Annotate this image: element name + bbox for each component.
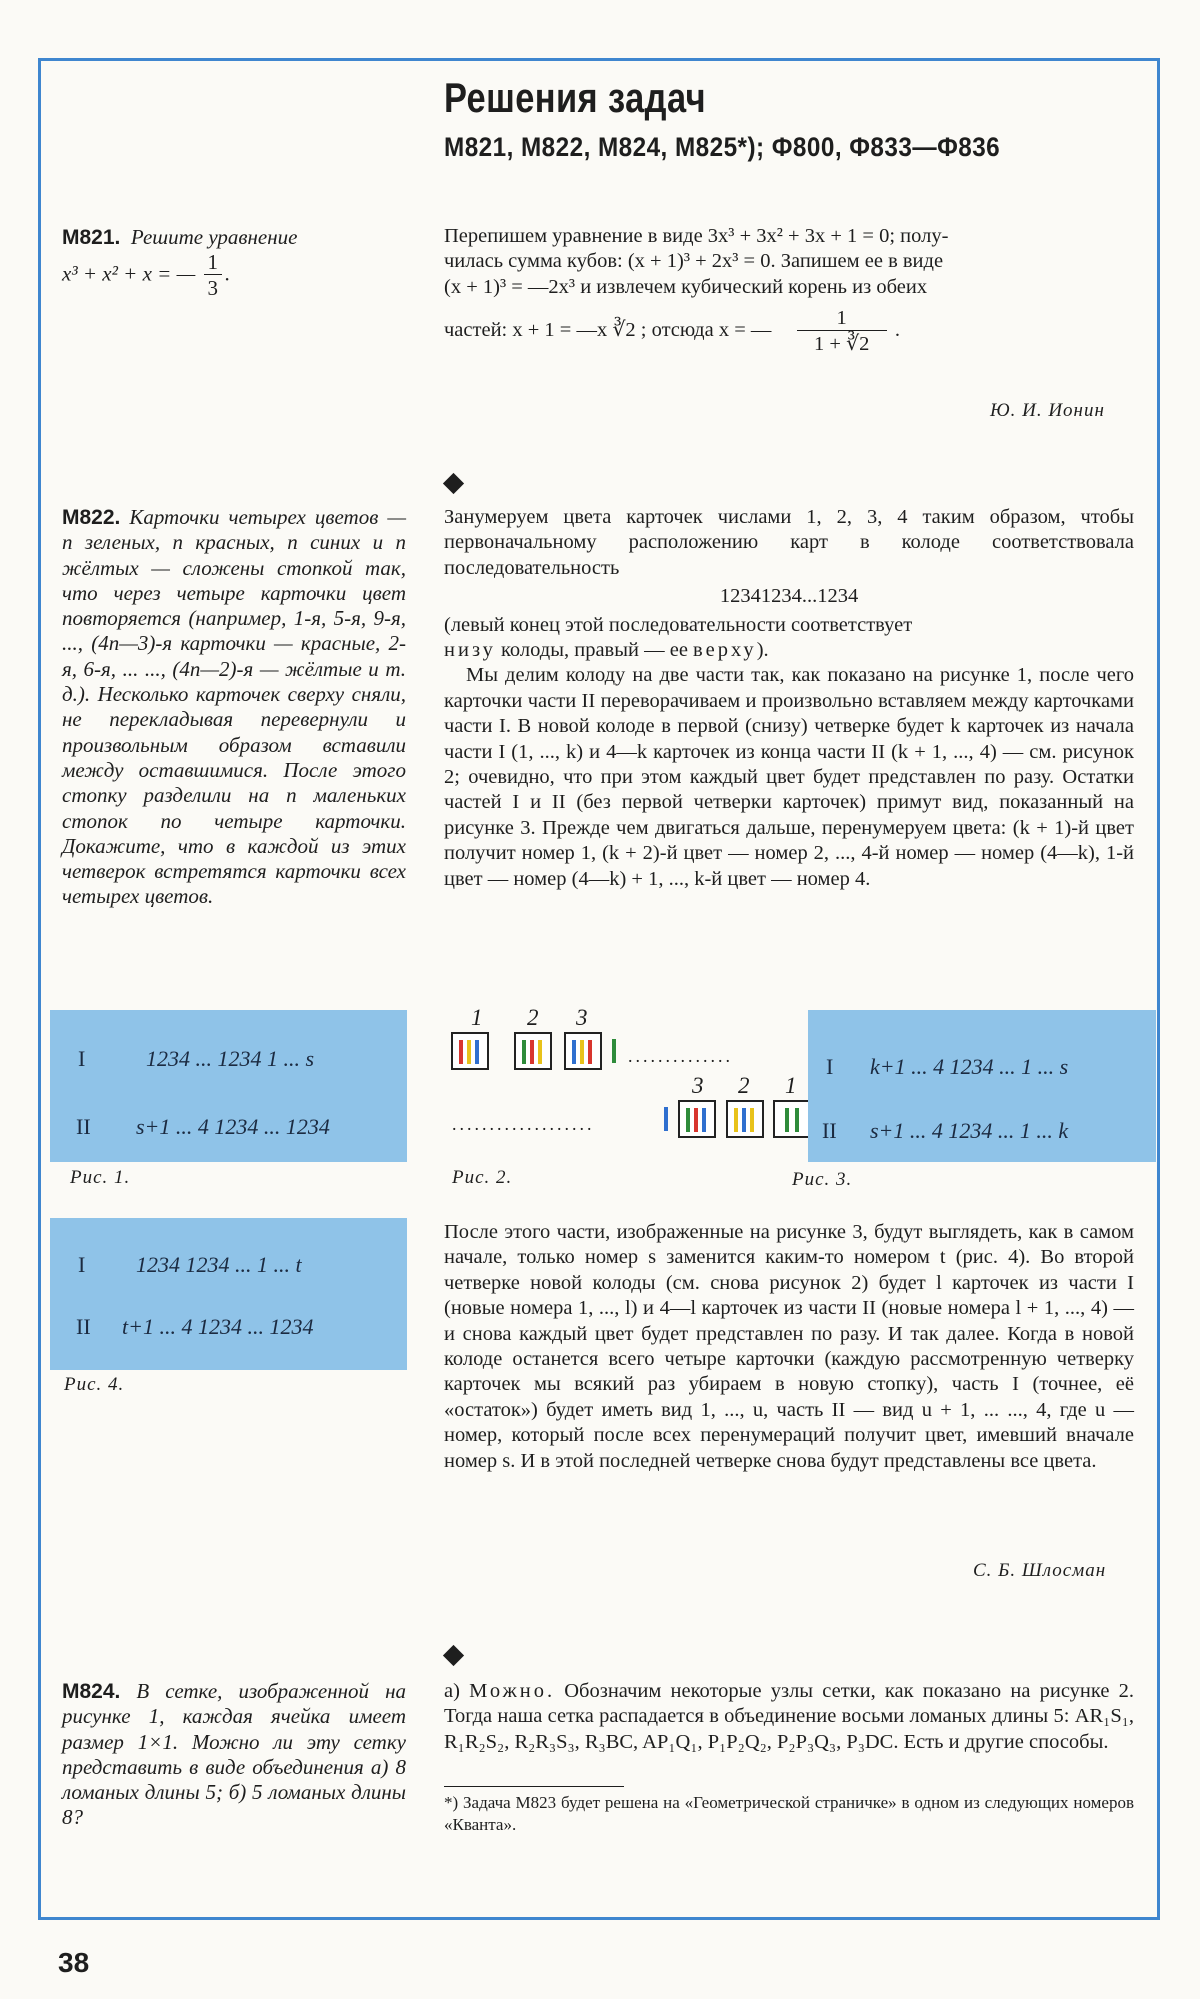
fig3-row1: k+1 ... 4 1234 ... 1 ... s xyxy=(870,1054,1069,1079)
m821-sol-line4-text: частей: x + 1 = —x ∛2 ; отсюда x = — xyxy=(444,319,772,342)
fig2-caption: Рис. 2. xyxy=(452,1167,513,1188)
fig2-top-dots: .............. xyxy=(628,1046,733,1066)
m821-fraction xyxy=(204,250,223,301)
fig3-row2: s+1 ... 4 1234 ... 1 ... k xyxy=(870,1118,1069,1143)
bar-red xyxy=(588,1040,592,1064)
fig1-caption: Рис. 1. xyxy=(70,1167,131,1188)
m822-sol-p4: После этого части, изображенные на рисунке 3, будут выглядеть, как в самом начале, только номер s заменится каким-то номером t (рис. 4). Во второй четверке новой колоды (см. снова рисунок 2) будет l карточек из части I (новые номера 1, ..., l) и 4—l карточек из части II (новые номера l + 1, ..., 4) — и снова каждый цвет будет представлен по разу. И так далее. Когда в новой колоде останется всего четыре карточки (каждую рассмотренную четверку карточек мы всякий раз убираем в новую стопку), часть I (точнее, её «остаток») будет иметь вид 1, ..., u, часть II — вид u + 1, ... ..., 4, где u — номер, который после всех перенумераций получит цвет, имевший вначале номер s. И в этой последней четверке снова будут представлены все цвета. xyxy=(444,1221,1134,1472)
bar-green xyxy=(785,1108,789,1132)
page-number: 38 xyxy=(58,1947,90,1978)
m824-problem-text: В сетке, изображенной на рисунке 1, каждая ячейка имеет размер 1×1. Можно ли эту сетку представить в виде объединения а) 8 ломаных длины 5; б) 5 ломаных длины 8? xyxy=(62,1679,407,1830)
fig2-loose-bar-blue xyxy=(664,1107,668,1131)
m822-sol-p2b-mid: колоды, правый — ее xyxy=(495,639,694,662)
m821-sol-line3: (x + 1)³ = —2x³ и извлечем кубический корень из обеих xyxy=(444,275,928,298)
m822-problem xyxy=(62,505,406,910)
m821-solution xyxy=(444,224,1134,357)
m821-problem-text: Решите уравнение xyxy=(130,225,298,249)
bar-red xyxy=(459,1040,463,1064)
bar-green xyxy=(686,1108,690,1132)
m821-author: Ю. И. Ионин xyxy=(990,400,1105,421)
figure-4 xyxy=(50,1218,407,1370)
m824-solution xyxy=(444,1679,1134,1755)
figure-3 xyxy=(808,1010,1156,1162)
fig3-row2-num: II xyxy=(822,1118,837,1143)
m821-label: М821. xyxy=(62,226,121,249)
m822-problem-text: Карточки четырех цветов — n зеленых, n красных, n синих и n жёлтых — сложены стопкой так, что через четыре карточки цвет повторяется (например, 1-я, 5-я, 9-я, ..., (4n—3)-я карточки — красные, 2-я, 6-я, ... ..., (4n—2)-я — жёлтые и т. д.). Несколько карточек сверху сняли, не перекладывая перевернули и произвольным образом вставили между оставшимися. После этого стопку разделили на n маленьких стопок по четыре карточки. Докажите, что в каждой из этих четверок встретятся карточки всех четырех цветов. xyxy=(62,505,406,909)
bar-yellow xyxy=(538,1040,542,1064)
m822-sol-p2b-spaced1: низу xyxy=(444,639,496,662)
m822-author: С. Б. Шлосман xyxy=(973,1560,1107,1581)
bar-green xyxy=(522,1040,526,1064)
m822-solution-part2 xyxy=(444,1220,1134,1474)
fig2-bottom-num-1: 1 xyxy=(785,1073,797,1098)
fig4-row1: 1234 1234 ... 1 ... t xyxy=(136,1252,302,1277)
fig4-row1-num: I xyxy=(78,1252,86,1277)
fig2-bottom-num-3: 3 xyxy=(692,1073,704,1098)
bar-red xyxy=(530,1040,534,1064)
m822-solution-part1 xyxy=(444,505,1134,892)
fig2-top-num-2: 2 xyxy=(527,1005,539,1030)
m822-sol-p2b-end: ). xyxy=(756,639,769,662)
fig4-row2: t+1 ... 4 1234 ... 1234 xyxy=(122,1314,314,1339)
bar-blue xyxy=(475,1040,479,1064)
page-title: Решения задач xyxy=(444,74,707,121)
m821-sol-frac-den: 1 + ∛2 xyxy=(813,333,870,356)
fig4-row2-num: II xyxy=(76,1314,91,1339)
m821-frac-num: 1 xyxy=(204,250,223,275)
m822-sol-p2b-spaced2: верху xyxy=(693,639,757,662)
m821-sol-line2: чилась сумма кубов: (x + 1)³ + 2x³ = 0. Запишем ее в виде xyxy=(444,250,944,273)
bar-green xyxy=(795,1108,799,1132)
fig1-row2-num: II xyxy=(76,1114,91,1139)
m821-sol-line1: Перепишем уравнение в виде 3x³ + 3x² + 3x + 1 = 0; полу- xyxy=(444,225,949,247)
bar-yellow xyxy=(734,1108,738,1132)
fig1-row2: s+1 ... 4 1234 ... 1234 xyxy=(136,1114,330,1139)
footnote: *) Задача М823 будет решена на «Геометрической страничке» в одном из следующих номеров «Кванта». xyxy=(444,1793,1134,1834)
bar-yellow xyxy=(580,1040,584,1064)
figure-1 xyxy=(50,1010,407,1162)
fig2-top-num-1: 1 xyxy=(471,1005,483,1030)
fig2-bottom-card-1 xyxy=(678,1100,716,1138)
m821-sol-frac-num: 1 xyxy=(797,306,887,331)
bar-blue xyxy=(572,1040,576,1064)
fig2-bottom-num-2: 2 xyxy=(738,1073,750,1098)
fig2-bottom-card-3 xyxy=(773,1100,811,1138)
fig2-top-card-3 xyxy=(564,1032,602,1070)
bar-yellow xyxy=(467,1040,471,1064)
page-subtitle: М821, М822, М824, М825*); Ф800, Ф833—Ф836 xyxy=(444,132,1001,162)
m821-sol-fraction xyxy=(797,306,887,357)
m821-sol-line4: частей: x + 1 = —x ∛2 ; отсюда x = — $\frac{1}{1 + ∛2}$ . xyxy=(444,307,901,356)
m822-sol-p1: Занумеруем цвета карточек числами 1, 2, 3, 4 таким образом, чтобы первоначальному расположению карт в колоде соответствовала последовательность xyxy=(444,506,1134,579)
footnote-rule xyxy=(444,1786,624,1787)
m824-sol-spaced: Можно. xyxy=(469,1680,556,1702)
fig2-top-card-2 xyxy=(514,1032,552,1070)
m821-problem: М821. Решите уравнение x³ + x² + x = — $\frac{1}{3}$ . xyxy=(62,225,298,301)
m824-sol-a: а) xyxy=(444,1680,470,1702)
fig2-top-num-3: 3 xyxy=(576,1005,588,1030)
bar-blue xyxy=(742,1108,746,1132)
bar-yellow xyxy=(750,1108,754,1132)
m822-sol-p2a: (левый конец этой последовательности соответствует xyxy=(444,613,913,636)
m822-sol-p3: Мы делим колоду на две части так, как показано на рисунке 1, после чего карточки части II переворачиваем и произвольно вставляем между карточками части I. В новой колоде в первой (снизу) четверке будет k карточек из начала части I (1, ..., k) и 4—k карточек из конца части II (k + 1, ..., 4) — см. рисунок 2; очевидно, что при этом каждый цвет будет представлен по разу. Остатки частей I и II (без первой четверки карточек) примут вид, показанный на рисунке 3. Прежде чем двигаться дальше, перенумеруем цвета: (k + 1)-й цвет получит номер 1, (k + 2)-й цвет — номер 2, ..., 4-й номер — номер (4—k), 1-й цвет — номер (4—k) + 1, ..., k-й цвет — номер 4. xyxy=(444,664,1134,890)
fig2-bottom-card-2 xyxy=(726,1100,764,1138)
fig2-top-card-1 xyxy=(451,1032,489,1070)
fig2-loose-bar-green xyxy=(612,1039,616,1063)
m824-problem xyxy=(62,1679,406,1831)
fig2-bottom-dots: ................... xyxy=(452,1114,595,1134)
m822-sol-sequence: 12341234...1234 xyxy=(719,585,859,608)
m821-frac-den: 3 xyxy=(207,276,218,301)
fig1-row1: 1234 ... 1234 1 ... s xyxy=(146,1046,315,1071)
bar-red xyxy=(694,1108,698,1132)
fig3-caption: Рис. 3. xyxy=(792,1169,853,1190)
bar-blue xyxy=(702,1108,706,1132)
m822-sol-p2b xyxy=(444,638,1134,663)
m821-equation: x³ + x² + x = — xyxy=(62,261,196,286)
m824-sol-text: Обозначим некоторые узлы сетки, как показано на рисунке 2. Тогда наша сетка распадается в объединение восьми ломаных длины 5: AR₁S₁, R₁R₂S₂, R₂R₃S₃, R₃BC, AP₁Q₁, P₁P₂Q₂, P₂P₃Q₃, P₃DC. Есть и другие способы. xyxy=(444,1680,1134,1753)
fig3-row1-num: I xyxy=(826,1054,834,1079)
m824-label: М824. xyxy=(62,1680,121,1703)
fig4-caption: Рис. 4. xyxy=(64,1374,125,1395)
m822-label: М822. xyxy=(62,506,121,529)
fig1-row1-num: I xyxy=(78,1046,86,1071)
